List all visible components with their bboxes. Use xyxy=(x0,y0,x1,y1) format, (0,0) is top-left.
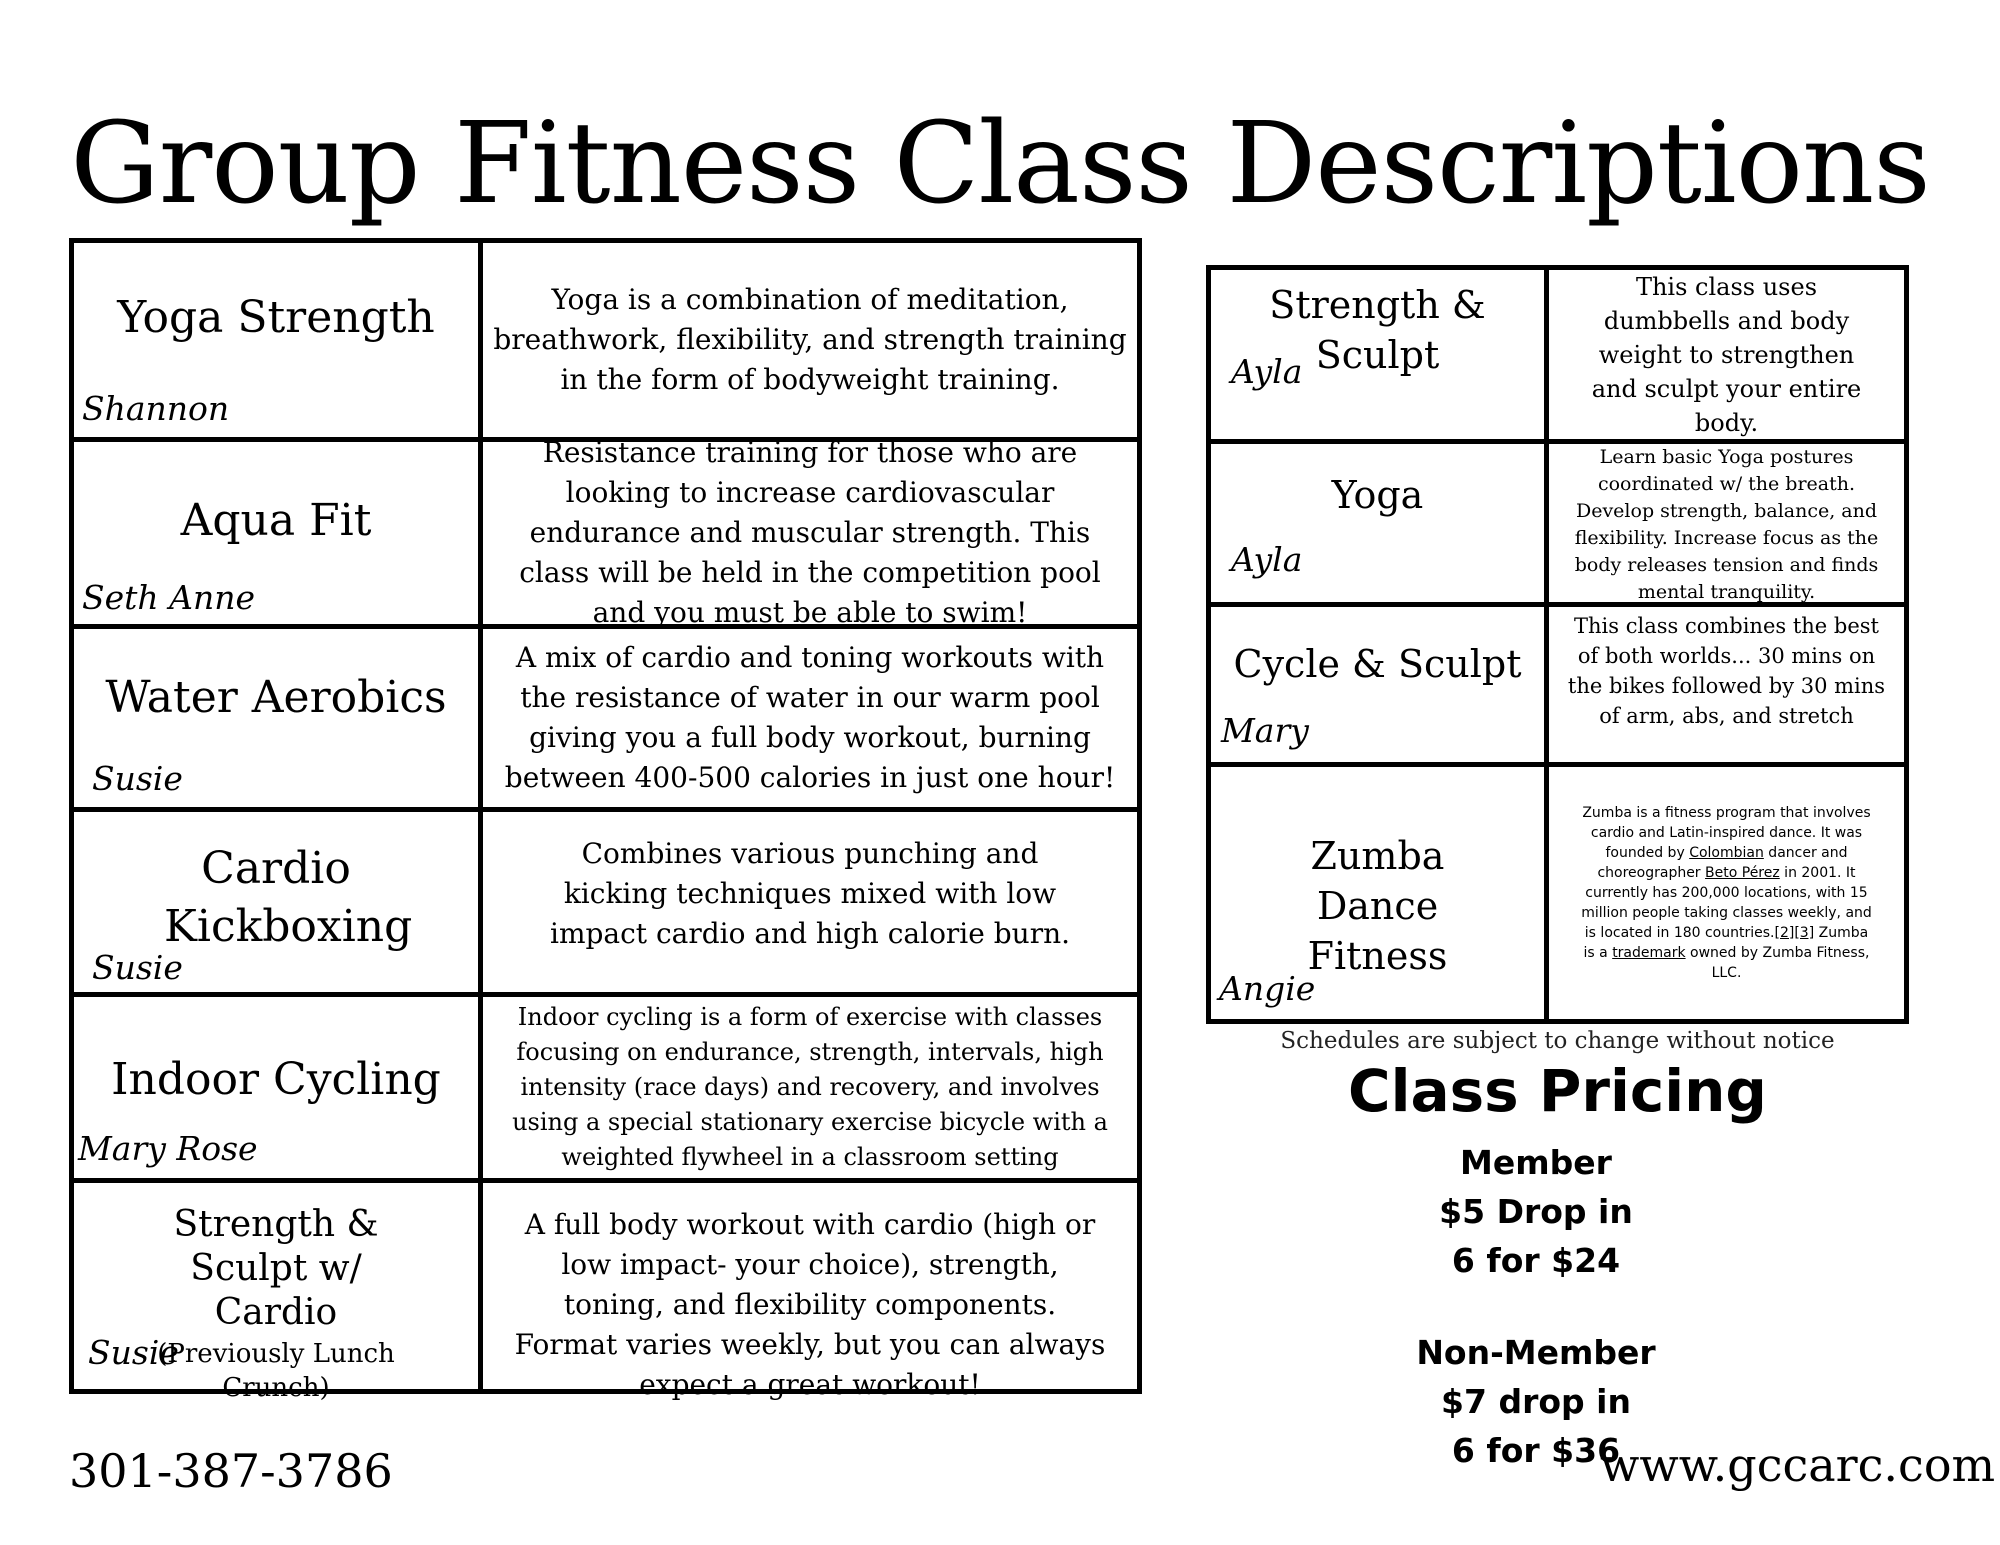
class-name: Water Aerobics xyxy=(105,672,447,723)
class-row xyxy=(1211,444,1904,607)
pricing-heading: Class Pricing xyxy=(1348,1057,1767,1125)
zumba-text-3: in 2001. It currently has 200,000 locations, with 15 million people taking classes weekly, and is located in 180 countries. xyxy=(1581,865,1872,941)
class-name-cell xyxy=(1211,270,1549,439)
class-description: Resistance training for those who are looking to increase cardiovascular endurance and muscular strength. This class will be held in the competition pool and you must be able to swim! xyxy=(519,436,1101,629)
instructor-name: Shannon xyxy=(82,389,230,428)
class-row xyxy=(74,812,1137,997)
class-row xyxy=(74,1183,1137,1403)
member-pack-price: 6 for $24 xyxy=(1451,1241,1621,1280)
class-name-cell xyxy=(74,1183,483,1403)
class-description-cell xyxy=(1549,767,1904,1019)
class-name: Zumba Dance Fitness xyxy=(1307,834,1448,978)
class-description-cell xyxy=(483,436,1137,629)
instructor-name: Susie xyxy=(92,948,183,987)
class-row xyxy=(1211,270,1904,444)
member-label: Member xyxy=(1460,1143,1612,1182)
zumba-text-5: owned by Zumba Fitness, LLC. xyxy=(1685,945,1870,981)
instructor-name: Seth Anne xyxy=(82,578,256,617)
class-row xyxy=(74,243,1137,442)
zumba-text-1: Zumba is a fitness program that involves cardio and Latin-inspired dance. It was founded by xyxy=(1582,805,1871,861)
class-description: A full body workout with cardio (high or low impact- your choice), strength, toning, and flexibility components. Format varies weekly, but you can always expect a great workout! xyxy=(514,1208,1106,1401)
class-description: Combines various punching and kicking techniques mixed with low impact cardio and high calorie burn. xyxy=(549,837,1071,950)
nonmember-pack-price: 6 for $36 xyxy=(1451,1431,1621,1470)
class-description: This class combines the best of both worlds... 30 mins on the bikes followed by 30 mins of arm, abs, and stretch xyxy=(1567,614,1886,728)
class-name: Cycle & Sculpt xyxy=(1233,642,1522,686)
trademark-link[interactable]: trademark xyxy=(1612,945,1686,961)
class-name-cell xyxy=(74,243,483,437)
instructor-name: Ayla xyxy=(1231,352,1303,391)
class-name-text: Strength & Sculpt w/ Cardio xyxy=(173,1204,379,1333)
class-description-cell xyxy=(483,243,1137,437)
instructor-name: Ayla xyxy=(1231,540,1303,579)
class-description-cell xyxy=(483,629,1137,807)
class-name: Yoga Strength xyxy=(117,292,435,343)
class-description-cell xyxy=(1549,270,1904,439)
class-description xyxy=(1549,803,1904,983)
class-name-cell xyxy=(74,629,483,807)
class-description-cell xyxy=(483,997,1137,1178)
website-url[interactable]: www.gccarc.com xyxy=(1600,1438,1996,1492)
class-row xyxy=(74,997,1137,1183)
nonmember-label: Non-Member xyxy=(1416,1333,1656,1372)
page-title: Group Fitness Class Descriptions xyxy=(70,99,1930,229)
instructor-name: Angie xyxy=(1219,969,1316,1008)
zumba-text-4: Zumba is a xyxy=(1583,925,1869,961)
zumba-text-2: dancer and choreographer xyxy=(1597,845,1848,881)
instructor-name: Susie xyxy=(88,1333,179,1372)
instructor-name: Susie xyxy=(92,759,183,798)
class-name-cell xyxy=(1211,607,1549,762)
class-name-cell xyxy=(1211,444,1549,602)
class-description-cell xyxy=(483,812,1137,992)
class-name-cell xyxy=(74,812,483,992)
class-row xyxy=(74,436,1137,629)
class-name: Indoor Cycling xyxy=(111,1054,441,1105)
class-description-cell xyxy=(1549,607,1904,762)
citation-link[interactable]: [2][3] xyxy=(1774,925,1815,941)
beto-perez-link[interactable]: Beto Pérez xyxy=(1705,865,1780,881)
class-row xyxy=(74,629,1137,812)
class-name-cell xyxy=(74,442,483,624)
class-name: Cardio Kickboxing xyxy=(164,843,413,952)
class-name-cell xyxy=(74,997,483,1178)
class-description: Learn basic Yoga postures coordinated w/ the breath. Develop strength, balance, and flexibility. Increase focus as the body releases tension and finds mental tranquility. xyxy=(1574,446,1879,603)
class-name: Strength & Sculpt xyxy=(1269,283,1486,377)
class-name xyxy=(74,1203,478,1405)
left-class-table xyxy=(69,238,1142,1403)
class-name-subtitle: (Previously Lunch Crunch) xyxy=(157,1339,395,1403)
class-description: Yoga is a combination of meditation, breathwork, flexibility, and strength training in the form of bodyweight training. xyxy=(493,283,1127,396)
right-class-table xyxy=(1206,265,1909,1024)
class-description: This class uses dumbbells and body weight to strengthen and sculpt your entire body. xyxy=(1591,273,1862,437)
member-drop-in-price: $5 Drop in xyxy=(1439,1192,1633,1231)
schedule-note: Schedules are subject to change without notice xyxy=(1280,1028,1835,1054)
class-row xyxy=(1211,767,1904,1019)
nonmember-drop-in-price: $7 drop in xyxy=(1441,1382,1631,1421)
class-name: Aqua Fit xyxy=(180,495,372,546)
instructor-name: Mary xyxy=(1221,711,1309,750)
class-name-cell xyxy=(1211,767,1549,1019)
class-name: Yoga xyxy=(1331,473,1424,517)
instructor-name: Mary Rose xyxy=(78,1129,258,1168)
class-description: Indoor cycling is a form of exercise with classes focusing on endurance, strength, intervals, high intensity (race days) and recovery, and involves using a special stationary exercise bicycle with a weighted flywheel in a classroom setting xyxy=(512,1003,1108,1171)
colombian-link[interactable]: Colombian xyxy=(1689,845,1764,861)
phone-number: 301-387-3786 xyxy=(69,1444,393,1498)
class-description-cell xyxy=(1549,444,1904,602)
class-description-cell xyxy=(483,1183,1137,1401)
class-row xyxy=(1211,607,1904,767)
class-description: A mix of cardio and toning workouts with the resistance of water in our warm pool giving you a full body workout, burning between 400-500 calories in just one hour! xyxy=(504,641,1116,794)
